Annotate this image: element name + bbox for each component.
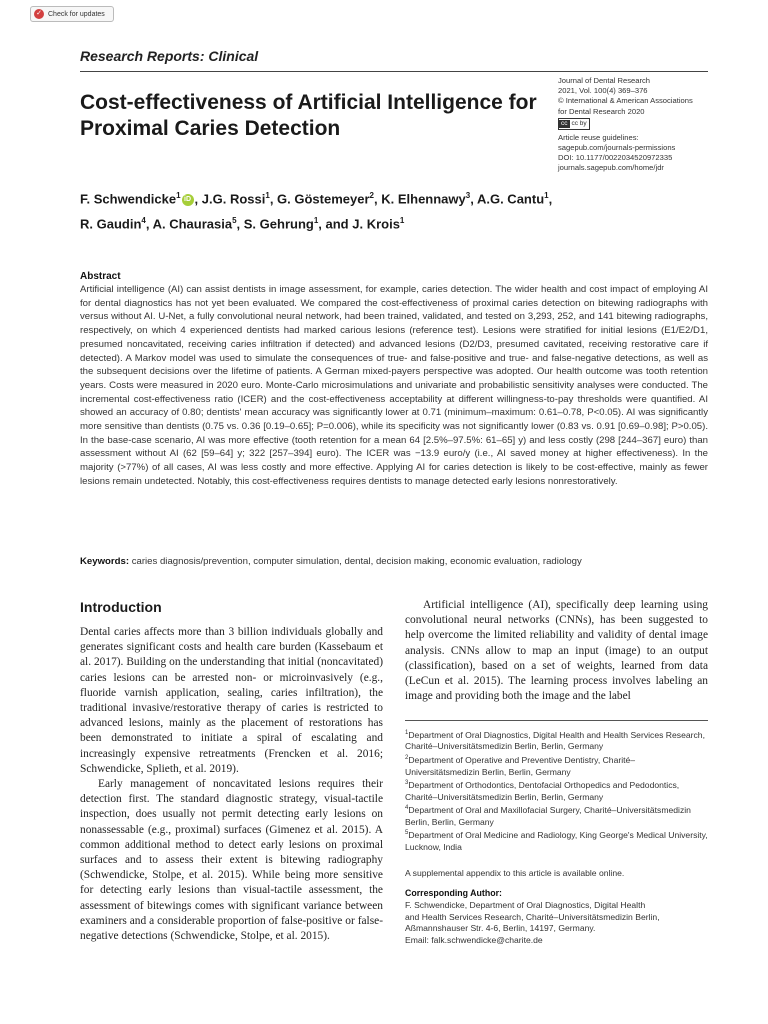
author-name: A.G. Cantu bbox=[476, 191, 545, 207]
affiliation-item: $^3$Department of Orthodontics, Dentofacial Orthopedics and Pedodontics, Charité–Universitätsmedizin Berlin, Berlin, Germany bbox=[405, 779, 680, 802]
check-updates-icon: ✓ bbox=[34, 9, 44, 19]
author-name: J. Krois bbox=[352, 216, 400, 232]
keywords bbox=[80, 555, 708, 568]
author-name: F. Schwendicke bbox=[80, 191, 177, 207]
keywords-label: Keywords: bbox=[80, 556, 130, 567]
copyright-year: for Dental Research 2020 bbox=[558, 106, 645, 116]
affiliation-item: $^4$Department of Oral and Maxillofacial Surgery, Charité–Universitätsmedizin Berlin, Berlin, Germany bbox=[405, 805, 691, 827]
author-name: K. Elhennawy bbox=[381, 191, 466, 207]
author-name: A. Chaurasia bbox=[152, 216, 233, 232]
journal-home-link[interactable]: journals.sagepub.com/home/jdr bbox=[558, 163, 664, 173]
author-name: G. Göstemeyer bbox=[277, 191, 370, 207]
journal-name: Journal of Dental Research bbox=[558, 76, 651, 85]
author-list: F. Schwendicke$^1$ iD , J.G. Rossi$^1$, G. Göstemeyer$^2$, K. Elhennawy$^3$, A.G. Cantu$^1$, R. Gaudin$^4$, A. Chaurasia$^5$, S. Gehrung$^1$, and J. Krois$^1$ bbox=[80, 191, 553, 232]
affiliation-item: $^2$Department of Operative and Preventive Dentistry, Charité–Universitätsmedizin Berlin, Berlin, Germany bbox=[405, 754, 636, 777]
copyright-line: © International & American Associations bbox=[558, 96, 693, 106]
author-name: R. Gaudin bbox=[80, 216, 142, 232]
header-rule bbox=[80, 71, 708, 72]
permissions-link[interactable]: sagepub.com/journals-permissions bbox=[558, 143, 676, 153]
corresponding-author-details: F. Schwendicke, Department of Oral Diagnostics, Digital Health and Health Services Research, Charité–Universitätsmedizin Berlin, Aßmannshauser Str. 4-6, Berlin, 14197, Germany. Email: falk.schwendicke@charite.de bbox=[405, 900, 708, 946]
affiliations bbox=[405, 728, 708, 853]
affiliations-rule bbox=[405, 720, 708, 721]
affiliation-item: $^1$Department of Oral Diagnostics, Digital Health and Health Services Research, Charité–Universitätsmedizin Berlin, Berlin, Germany bbox=[405, 729, 705, 752]
article-title: Cost-effectiveness of Artificial Intelligence for Proximal Caries Detection bbox=[80, 91, 537, 140]
check-for-updates-badge[interactable] bbox=[30, 6, 114, 22]
orcid-icon[interactable]: iD bbox=[182, 194, 194, 206]
introduction-left-column bbox=[80, 625, 383, 944]
corresponding-email-link[interactable]: Email: falk.schwendicke@charite.de bbox=[405, 934, 543, 945]
introduction-heading: Introduction bbox=[80, 599, 162, 615]
keywords-text: caries diagnosis/prevention, computer simulation, dental, decision making, economic evaluation, radiology bbox=[131, 556, 582, 567]
check-updates-label: Check for updates bbox=[48, 10, 105, 18]
journal-meta bbox=[558, 76, 718, 174]
abstract-heading: Abstract bbox=[80, 271, 121, 282]
paragraph: Early management of noncavitated lesions requires their detection first. The standard diagnostic strategy, visual-tactile inspection, does usually not permit detecting early lesions on nonassessable (e.g., proximal) surfaces (Gimenez et al. 2015). A common additional method to detect early lesions on proximal surfaces and to assess their extent is bitewing radiography (Schwendicke, Stolpe, et al. 2015). While being more sensitive for detecting early lesions than visual-tactile assessment, the assessment of bitewings comes with significant variance between examiners and a considerable proportion of false-positive or false-negative detections (Schwendicke, Stolpe, et al. 2015). bbox=[80, 778, 383, 943]
paragraph: Dental caries affects more than 3 billion individuals globally and generates significant costs and health care burden (Kassebaum et al. 2017). Building on the understanding that initial (noncavitated) caries lesions can be arrested non- or microinvasively (e.g., fluoride varnish application, sealing, caries infiltration), the traditional invasive/restorative therapy of caries is restricted to advanced lesions, mainly as the placement of restorations has been demonstrated to initiate a spiral of escalating and increasingly expensive retreatments (Frencken et al. 2016; Schwendicke, Splieth, et al. 2019). bbox=[80, 626, 383, 775]
introduction-right-column bbox=[405, 598, 708, 704]
cc-license-icon[interactable]: cc cc by bbox=[558, 118, 590, 130]
journal-volume: 2021, Vol. 100(4) 369–376 bbox=[558, 86, 648, 96]
doi-link[interactable]: DOI: 10.1177/0022034520972335 bbox=[558, 153, 673, 163]
section-label: Research Reports: Clinical bbox=[80, 48, 259, 64]
corresponding-author-heading: Corresponding Author: bbox=[405, 888, 502, 898]
author-name: J.G. Rossi bbox=[201, 191, 266, 207]
abstract-text: Artificial intelligence (AI) can assist dentists in image assessment, for example, caries detection. The wider health and cost impact of employing AI for dental diagnostics has not yet been evaluated. We compared the cost-effectiveness of proximal caries detection on bitewing radiographs with versus without AI. U-Net, a fully convolutional neural network, had been trained, validated, and tested on 3,293, 252, and 141 bitewing radiographs, respectively, on which 4 experienced dentists had marked carious lesions (reference test). Lesions were stratified for initial lesions (E1/E2/D1, presumed noncavitated, receiving caries infiltration if detected) and advanced lesions (D2/D3, presumed cavitated, receiving restorative care if detected). A Markov model was used to simulate the consequences of true- and false-positive and true- and false-negative detections, as well as the subsequent decisions over the lifetime of patients. A German mixed-payers perspective was adopted. Our health outcome was tooth retention years. Costs were measured in 2020 euro. Monte-Carlo microsimulations and univariate and probabilistic sensitivity analyses were conducted. The incremental cost-effectiveness ratio (ICER) and the cost-effectiveness acceptability at different willingness-to-pay thresholds were quantified. AI showed an accuracy of 0.80; dentists' mean accuracy was significantly lower at 0.71 (minimum–maximum: 0.61–0.78, P<0.05). AI was significantly more sensitive than dentists (0.75 vs. 0.36 [0.19–0.65]; P=0.006), while its specificity was not significantly lower (0.83 vs. 0.91 [0.69–0.98]; P>0.05). In the base-case scenario, AI was more effective (tooth retention for a mean 64 [2.5%–97.5%: 61–65] y) and less costly (298 [244–367] euro) than assessment without AI (62 [59–64] y; 322 [257–394] euro). The ICER was −13.9 euro/y (i.e., AI saved money at higher effectiveness). In the majority (>77%) of all cases, AI was less costly and more effective. Applying AI for caries detection is likely to be cost-effective, mainly as fewer lesions remain undetected. Notably, this cost-effectiveness requires dentists to manage detected early lesions nonrestoratively. bbox=[80, 284, 708, 487]
paragraph: Artificial intelligence (AI), specifically deep learning using convolutional neural networks (CNNs), has been suggested to help overcome the limited reliability and validity of dental image analysis. CNNs allow to map an input (image) to an output (classification), based on a set of weights, learned from data (LeCun et al. 2015). The learning process involves labeling an image and providing both the image and the label bbox=[405, 599, 708, 703]
reuse-guidelines-label: Article reuse guidelines: bbox=[558, 132, 639, 142]
supplemental-note: A supplemental appendix to this article is available online. bbox=[405, 868, 625, 878]
affiliation-item: $^5$Department of Oral Medicine and Radiology, King George's Medical University, Lucknow, India bbox=[405, 830, 708, 852]
author-name: S. Gehrung bbox=[243, 216, 314, 232]
